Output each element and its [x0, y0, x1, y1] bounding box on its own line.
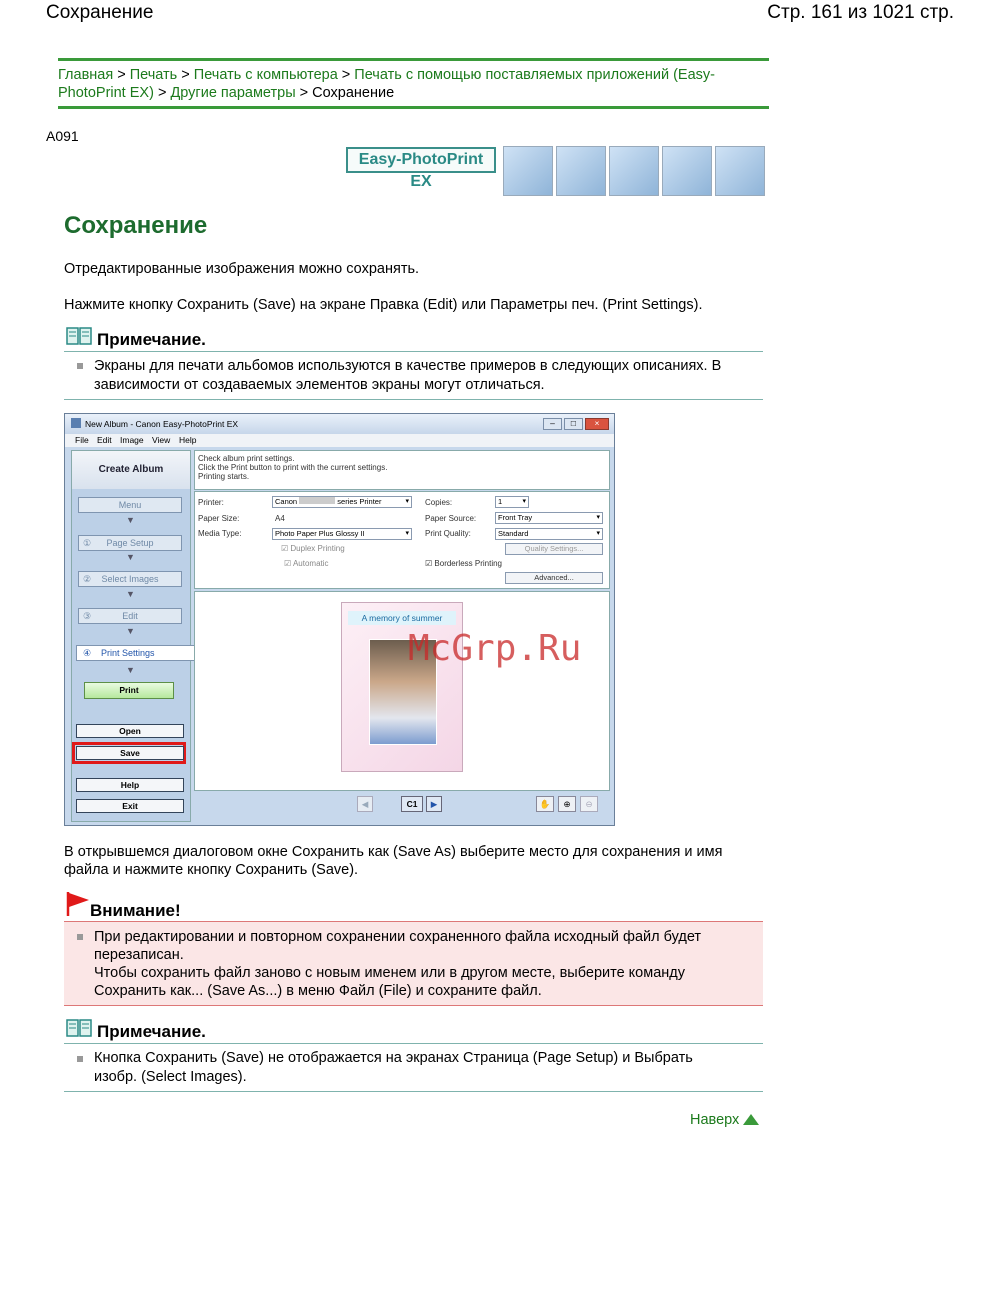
back-to-top-link[interactable]: Наверх [690, 1112, 759, 1128]
window-title: New Album - Canon Easy-PhotoPrint EX [85, 419, 239, 429]
breadcrumb-bottom-rule [58, 106, 769, 109]
media-type-select[interactable]: Photo Paper Plus Glossy II ▾ [272, 528, 412, 540]
printer-select[interactable]: Canon series Printer ▾ [272, 496, 412, 508]
note-heading: Примечание. [97, 1022, 206, 1041]
note-top-rule [64, 351, 763, 352]
app-screenshot [64, 413, 615, 826]
zoom-out-icon[interactable]: ⊖ [580, 796, 598, 812]
arrow-down-icon: ▼ [126, 515, 135, 525]
breadcrumb-link-print-from-computer[interactable]: Печать с компьютера [193, 67, 338, 83]
book-icon [66, 327, 92, 345]
open-button[interactable]: Open [76, 724, 184, 738]
print-settings-box: Printer: Canon series Printer ▾ Paper Size: A4 Media Type: Photo Paper Plus Glossy II ▾ ☑ Duplex Printing ☑ Automatic Copies: 1 ▾ Paper Source: Front Tray ▾ Print Quality: Standard ▾ Quality Settings... ☑ Borderless Printing Advanced... [194, 491, 610, 589]
advanced-button[interactable]: Advanced... [505, 572, 603, 584]
menu-file[interactable]: File [75, 435, 89, 445]
preview-area [194, 591, 610, 791]
instruction-text: Нажмите кнопку Сохранить (Save) на экране Правка (Edit) или Параметры печ. (Print Settings). [64, 297, 703, 313]
warning-text-line: При редактировании и повторном сохранении сохраненного файла исходный файл будет [94, 929, 702, 945]
print-settings-step-tab[interactable]: ④ Print Settings [76, 645, 196, 661]
app-icon [71, 418, 81, 428]
maximize-icon[interactable]: □ [564, 418, 583, 430]
print-quality-select[interactable]: Standard ▾ [495, 528, 603, 540]
sticker-thumbnail-icon[interactable] [662, 146, 712, 196]
photo-print-thumbnail-icon[interactable] [556, 146, 606, 196]
automatic-checkbox[interactable]: ☑ Automatic [284, 559, 329, 568]
breadcrumb-link-other-settings[interactable]: Другие параметры [170, 85, 296, 101]
note-text-line: изобр. (Select Images). [94, 1069, 247, 1085]
exit-button[interactable]: Exit [76, 799, 184, 813]
print-button[interactable]: Print [84, 682, 174, 699]
note-heading: Примечание. [97, 330, 206, 349]
arrow-down-icon: ▼ [126, 626, 135, 636]
menu-bar [65, 434, 614, 447]
warning-bottom-rule [64, 1005, 763, 1006]
menu-step-button[interactable]: Menu [78, 497, 182, 513]
intro-text: Отредактированные изображения можно сохранять. [64, 261, 420, 277]
page-indicator: C1 [401, 796, 423, 812]
bullet-icon [77, 363, 83, 369]
breadcrumb-link-print[interactable]: Печать [129, 67, 178, 83]
save-as-text-line: В открывшемся диалоговом окне Сохранить как (Save As) выберите место для сохранения и имя [64, 844, 723, 860]
close-icon[interactable]: × [585, 418, 609, 430]
preview-caption: A memory of summer [348, 611, 456, 625]
duplex-checkbox[interactable]: ☑ Duplex Printing [281, 544, 345, 553]
panel-title: Create Album [72, 451, 190, 489]
quality-settings-button[interactable]: Quality Settings... [505, 543, 603, 555]
layout-print-thumbnail-icon[interactable] [715, 146, 765, 196]
paper-source-select[interactable]: Front Tray ▾ [495, 512, 603, 524]
breadcrumb-top-rule [58, 58, 769, 61]
breadcrumb-link-bundled-apps[interactable]: Печать с помощью поставляемых приложений (Easy-PhotoPrint EX) [58, 67, 715, 101]
instructions-box: Check album print settings. Click the Print button to print with the current settings. Printing starts. [194, 450, 610, 490]
breadcrumb: Главная > Печать > Печать с компьютера > Печать с помощью поставляемых приложений (Easy-PhotoPrint EX) > Другие параметры > Сохранение [58, 67, 715, 101]
bullet-icon [77, 934, 83, 940]
page-counter: Стр. 161 из 1021 стр. [767, 2, 954, 23]
borderless-checkbox[interactable]: ☑ Borderless Printing [425, 559, 502, 568]
note-top-rule [64, 1043, 763, 1044]
warning-text-line: перезаписан. [94, 947, 184, 963]
arrow-down-icon: ▼ [126, 552, 135, 562]
zoom-in-icon[interactable]: ⊕ [558, 796, 576, 812]
warning-heading: Внимание! [90, 901, 181, 920]
book-icon [66, 1019, 92, 1037]
help-button[interactable]: Help [76, 778, 184, 792]
menu-image[interactable]: Image [120, 435, 144, 445]
window-titlebar [65, 414, 614, 434]
note-text-line: зависимости от создаваемых элементов экраны могут отличаться. [94, 377, 545, 393]
paper-size-value: A4 [275, 514, 285, 523]
next-page-icon[interactable]: ▶ [426, 796, 442, 812]
warning-top-rule [64, 921, 763, 922]
calendar-thumbnail-icon[interactable] [609, 146, 659, 196]
step-panel [71, 450, 191, 822]
hand-tool-icon[interactable]: ✋ [536, 796, 554, 812]
arrow-down-icon: ▼ [126, 665, 135, 675]
minimize-icon[interactable]: – [543, 418, 562, 430]
album-thumbnail-icon[interactable] [503, 146, 553, 196]
warning-text-line: Сохранить как... (Save As...) в меню Файл (File) и сохраните файл. [94, 983, 542, 999]
up-arrow-icon [743, 1114, 759, 1125]
note-text-line: Кнопка Сохранить (Save) не отображается на экранах Страница (Page Setup) и Выбрать [94, 1050, 693, 1066]
save-as-text-line: файла и нажмите кнопку Сохранить (Save). [64, 862, 359, 878]
doc-id: A091 [46, 128, 79, 144]
note-bottom-rule [64, 1091, 763, 1092]
copies-spinner[interactable]: 1 ▾ [495, 496, 529, 508]
menu-edit[interactable]: Edit [97, 435, 112, 445]
red-flag-icon [66, 892, 90, 916]
save-button[interactable]: Save [76, 746, 184, 760]
menu-help[interactable]: Help [179, 435, 197, 445]
warning-text-line: Чтобы сохранить файл заново с новым именем или в другом месте, выберите команду [94, 965, 685, 981]
page-header-title: Сохранение [46, 2, 154, 23]
edit-step-button[interactable]: ③ Edit [78, 608, 182, 624]
arrow-down-icon: ▼ [126, 589, 135, 599]
note-text-line: Экраны для печати альбомов используются в качестве примеров в следующих описаниях. В [94, 358, 722, 374]
redacted-model [299, 497, 335, 504]
breadcrumb-current: Сохранение [312, 85, 395, 101]
bullet-icon [77, 1056, 83, 1062]
easy-photoprint-logo: Easy-PhotoPrint EX [346, 147, 496, 173]
previous-page-icon[interactable]: ◀ [357, 796, 373, 812]
page-title: Сохранение [64, 212, 208, 239]
note-bottom-rule [64, 399, 763, 400]
watermark: McGrp.Ru [408, 628, 582, 669]
breadcrumb-link-home[interactable]: Главная [58, 67, 114, 83]
select-images-step-button[interactable]: ② Select Images [78, 571, 182, 587]
page-setup-step-button[interactable]: ① Page Setup [78, 535, 182, 551]
menu-view[interactable]: View [152, 435, 171, 445]
